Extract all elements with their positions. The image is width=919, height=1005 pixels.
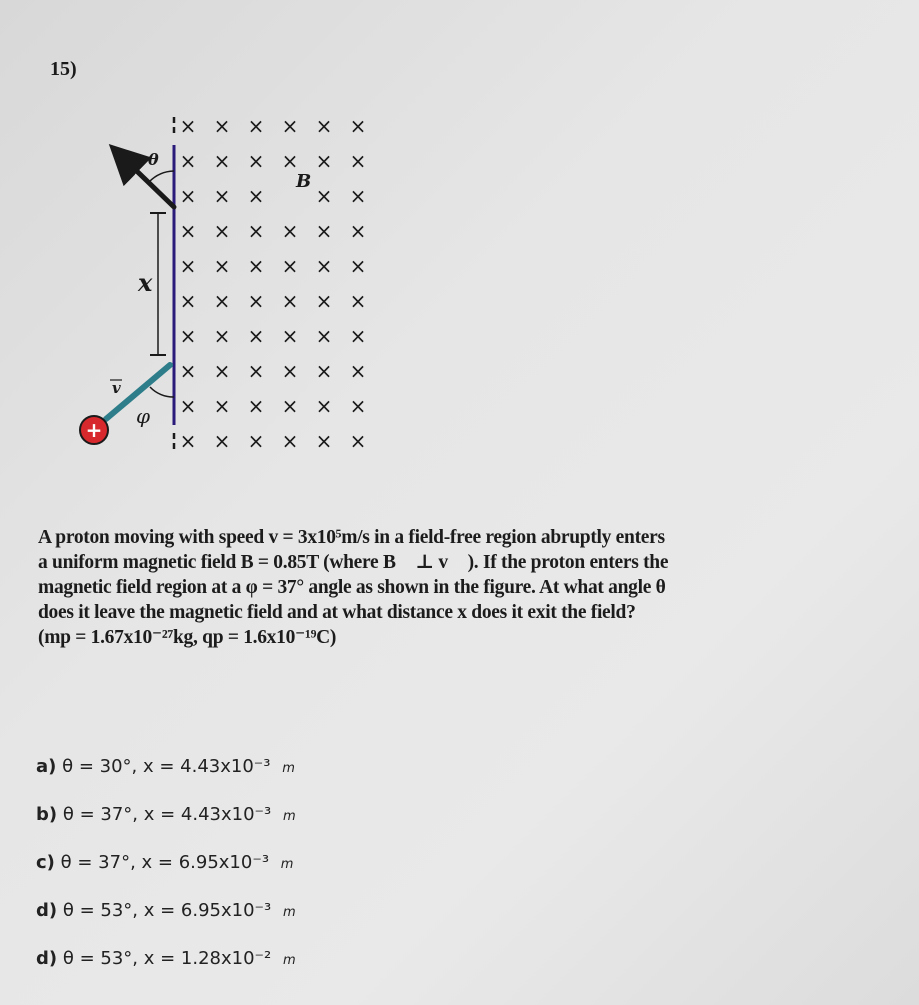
- theta-label: θ: [148, 150, 159, 169]
- answer-letter: a): [36, 756, 57, 777]
- field-cross: ×: [349, 149, 367, 173]
- field-cross: ×: [281, 254, 299, 278]
- exit-trajectory: [116, 151, 174, 207]
- field-cross: ×: [349, 219, 367, 243]
- field-cross: ×: [213, 254, 231, 278]
- field-cross: ×: [349, 359, 367, 383]
- answer-unit: m: [280, 857, 294, 872]
- problem-line-1: A proton moving with speed v = 3x10⁵m/s in a field-free region abruptly enters: [38, 527, 665, 548]
- problem-statement: [38, 525, 868, 650]
- answer-text: θ = 37°, x = 6.95x10⁻³: [60, 852, 270, 873]
- field-cross: ×: [179, 324, 197, 348]
- answer-option-c[interactable]: [36, 848, 296, 896]
- answer-choices: [36, 752, 296, 992]
- field-cross: ×: [179, 184, 197, 208]
- field-crosses: [180, 114, 367, 453]
- field-cross: ×: [213, 114, 231, 138]
- field-cross: ×: [349, 324, 367, 348]
- field-cross: ×: [281, 149, 299, 173]
- field-cross: ×: [281, 394, 299, 418]
- field-cross: ×: [349, 429, 367, 453]
- field-cross: ×: [315, 289, 333, 313]
- answer-unit: m: [282, 761, 295, 776]
- velocity-label: v: [112, 379, 121, 397]
- field-cross: ×: [349, 114, 367, 138]
- field-cross: ×: [315, 149, 333, 173]
- field-cross: ×: [315, 394, 333, 418]
- answer-unit: m: [283, 905, 296, 920]
- field-cross: ×: [247, 254, 265, 278]
- answer-text: θ = 53°, x = 6.95x10⁻³: [62, 900, 272, 921]
- answer-text: θ = 30°, x = 4.43x10⁻³: [62, 756, 271, 777]
- field-cross: ×: [315, 114, 333, 138]
- field-cross: ×: [247, 149, 265, 173]
- answer-unit: m: [283, 953, 296, 968]
- answer-letter: d): [36, 900, 58, 921]
- field-cross: ×: [213, 219, 231, 243]
- field-cross: ×: [247, 184, 265, 208]
- answer-letter: c): [36, 852, 55, 873]
- field-cross: ×: [179, 359, 197, 383]
- field-cross: ×: [213, 149, 231, 173]
- answer-letter: b): [36, 804, 58, 825]
- answer-unit: m: [283, 809, 296, 824]
- field-cross: ×: [213, 429, 231, 453]
- answer-text: θ = 37°, x = 4.43x10⁻³: [62, 804, 272, 825]
- field-cross: ×: [247, 429, 265, 453]
- field-cross: ×: [247, 394, 265, 418]
- field-cross: ×: [315, 254, 333, 278]
- field-cross: ×: [315, 359, 333, 383]
- proton-plus-symbol: +: [85, 418, 103, 442]
- figure-svg: [70, 105, 370, 465]
- field-cross: ×: [213, 324, 231, 348]
- field-cross: ×: [281, 114, 299, 138]
- field-cross: ×: [213, 289, 231, 313]
- field-cross: ×: [281, 289, 299, 313]
- field-cross: ×: [315, 184, 333, 208]
- answer-letter: d): [36, 948, 58, 969]
- answer-option-d[interactable]: [36, 896, 296, 944]
- field-cross: ×: [179, 114, 197, 138]
- answer-option-b[interactable]: [36, 800, 296, 848]
- phi-arc: [150, 387, 174, 397]
- field-cross: ×: [179, 254, 197, 278]
- field-cross: ×: [281, 429, 299, 453]
- problem-line-4: does it leave the magnetic field and at what distance x does it exit the field?: [38, 602, 636, 623]
- answer-option-a[interactable]: [36, 752, 296, 800]
- problem-line-3: magnetic field region at a φ = 37° angle as shown in the figure. At what angle θ: [38, 577, 666, 598]
- problem-line-5: (mp = 1.67x10⁻²⁷kg, qp = 1.6x10⁻¹⁹C): [38, 627, 337, 648]
- theta-arc: [149, 171, 174, 182]
- field-cross: ×: [349, 184, 367, 208]
- field-cross: ×: [179, 289, 197, 313]
- field-cross: ×: [213, 184, 231, 208]
- field-cross: ×: [179, 219, 197, 243]
- field-cross: ×: [247, 289, 265, 313]
- field-b-label: B: [296, 171, 312, 192]
- field-cross: ×: [349, 394, 367, 418]
- field-cross: ×: [247, 219, 265, 243]
- magnetic-field-figure: [70, 105, 370, 470]
- x-label: x: [138, 268, 153, 297]
- phi-label: φ: [136, 404, 151, 428]
- field-cross: ×: [247, 114, 265, 138]
- field-cross: ×: [179, 429, 197, 453]
- field-cross: ×: [247, 359, 265, 383]
- field-cross: ×: [179, 394, 197, 418]
- field-cross: ×: [349, 289, 367, 313]
- answer-option-d-second[interactable]: [36, 944, 296, 992]
- question-number: 15): [50, 58, 77, 80]
- field-cross: ×: [315, 429, 333, 453]
- answer-text: θ = 53°, x = 1.28x10⁻²: [62, 948, 272, 969]
- field-cross: ×: [281, 219, 299, 243]
- field-cross: ×: [213, 394, 231, 418]
- field-cross: ×: [247, 324, 265, 348]
- field-cross: ×: [349, 254, 367, 278]
- field-cross: ×: [281, 359, 299, 383]
- field-cross: ×: [315, 219, 333, 243]
- field-cross: ×: [213, 359, 231, 383]
- problem-line-2: a uniform magnetic field B = 0.85T (where B⃗ ⊥ v⃗ ). If the proton enters the: [38, 552, 669, 573]
- field-cross: ×: [179, 149, 197, 173]
- field-cross: ×: [315, 324, 333, 348]
- field-cross: ×: [281, 324, 299, 348]
